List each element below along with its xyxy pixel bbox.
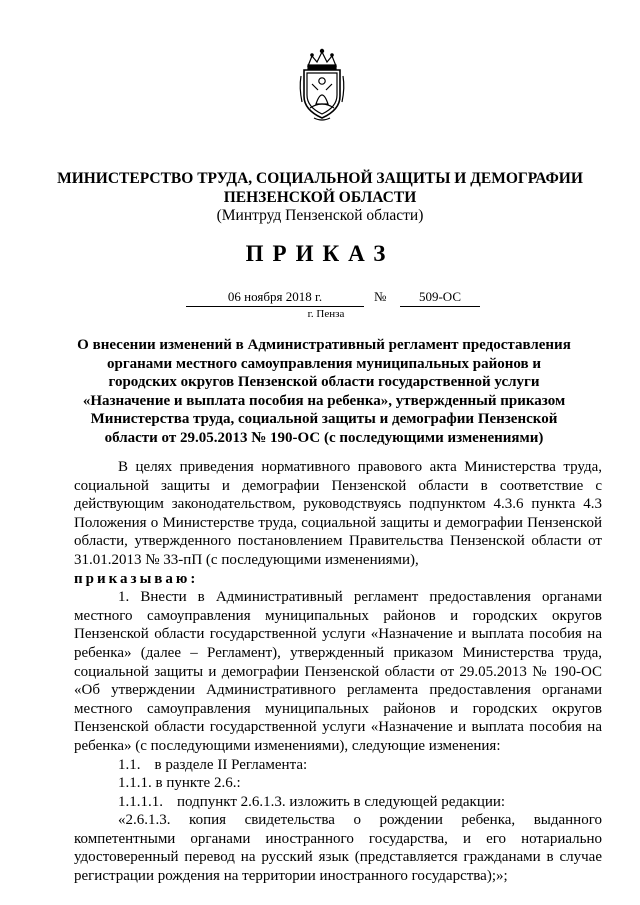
decree-word: приказываю: bbox=[74, 570, 199, 587]
item-1-1-1-paragraph: 1.1.1. в пункте 2.6.: bbox=[118, 775, 241, 792]
item-1-1-1-1-number: 1.1.1.1. bbox=[118, 793, 163, 810]
item-1-1-number: 1.1. bbox=[118, 756, 141, 773]
preamble-text: В целях приведения нормативного правового акта Министерства труда, социальной защиты и демографии Пензенской области в соответствие с действующим законодательством, руководствуясь подпунктом 4.3.6 пункта 4.3 Положения о Министерстве труда, социальной защиты и демографии Пензенской области, утвержденного постановлением Правительства Пензенской области от 31.01.2013 № 33-пП (с последующими изменениями), bbox=[74, 459, 602, 568]
order-title: ПРИКАЗ bbox=[245, 241, 395, 266]
item-1-1-1-1-text: подпункт 2.6.1.3. изложить в следующей редакции: bbox=[177, 793, 506, 810]
quoted-subitem-paragraph: «2.6.1.3. копия свидетельства о рождении ребенка, выданного компетентными органами иностранного государства, и его нотариально удостоверенный перевод на русский язык (представляется гражданами в случае регистрации рождения на территории иностранного государства);»; bbox=[74, 812, 602, 885]
preamble-paragraph bbox=[74, 458, 602, 570]
ministry-name-line-1: МИНИСТЕРСТВО ТРУДА, СОЦИАЛЬНОЙ ЗАЩИТЫ И ДЕМОГРАФИИ bbox=[57, 170, 583, 187]
item-1-1-text: в разделе II Регламента: bbox=[154, 756, 308, 773]
ministry-name-line-2: ПЕНЗЕНСКОЙ ОБЛАСТИ bbox=[223, 189, 417, 206]
order-date: 06 ноября 2018 г. bbox=[186, 288, 364, 307]
item-1-paragraph: 1. Внести в Административный регламент предоставления органами местного самоуправления муниципальных районов и городских округов Пензенской области государственной услуги «Назначение и выплата пособия на ребенка» (далее – Регламент), утвержденный приказом Министерства труда, социальной защиты и демографии Пензенской области от 29.05.2013 № 190-ОС «Об утверждении Административного регламента предоставления органами местного самоуправления муниципальных районов и городских округов Пензенской области государственной услуги «Назначение и выплата пособия на ребенка» (с последующими изменениями), следующие изменения: bbox=[74, 589, 602, 754]
ministry-short-name: (Минтруд Пензенской области) bbox=[216, 207, 424, 224]
order-number-sign: № bbox=[374, 289, 387, 304]
decree-paragraph bbox=[74, 570, 602, 589]
order-body bbox=[74, 458, 602, 886]
order-number: 509-ОС bbox=[400, 288, 480, 307]
item-1-1-paragraph bbox=[74, 756, 602, 775]
order-subject: О внесении изменений в Административный регламент предоставления органами местного самоуправления муниципальных районов и городских округов Пензенской области государственной услуги «Назначение и выплата пособия на ребенка», утвержденный приказом Министерства труда, социальной защиты и демографии Пензенской области от 29.05.2013 № 190-ОС (с последующими изменениями) bbox=[77, 337, 571, 446]
item-1-1-1-1-paragraph bbox=[74, 793, 602, 812]
coat-of-arms-icon bbox=[298, 48, 346, 122]
order-city: г. Пенза bbox=[307, 308, 345, 320]
